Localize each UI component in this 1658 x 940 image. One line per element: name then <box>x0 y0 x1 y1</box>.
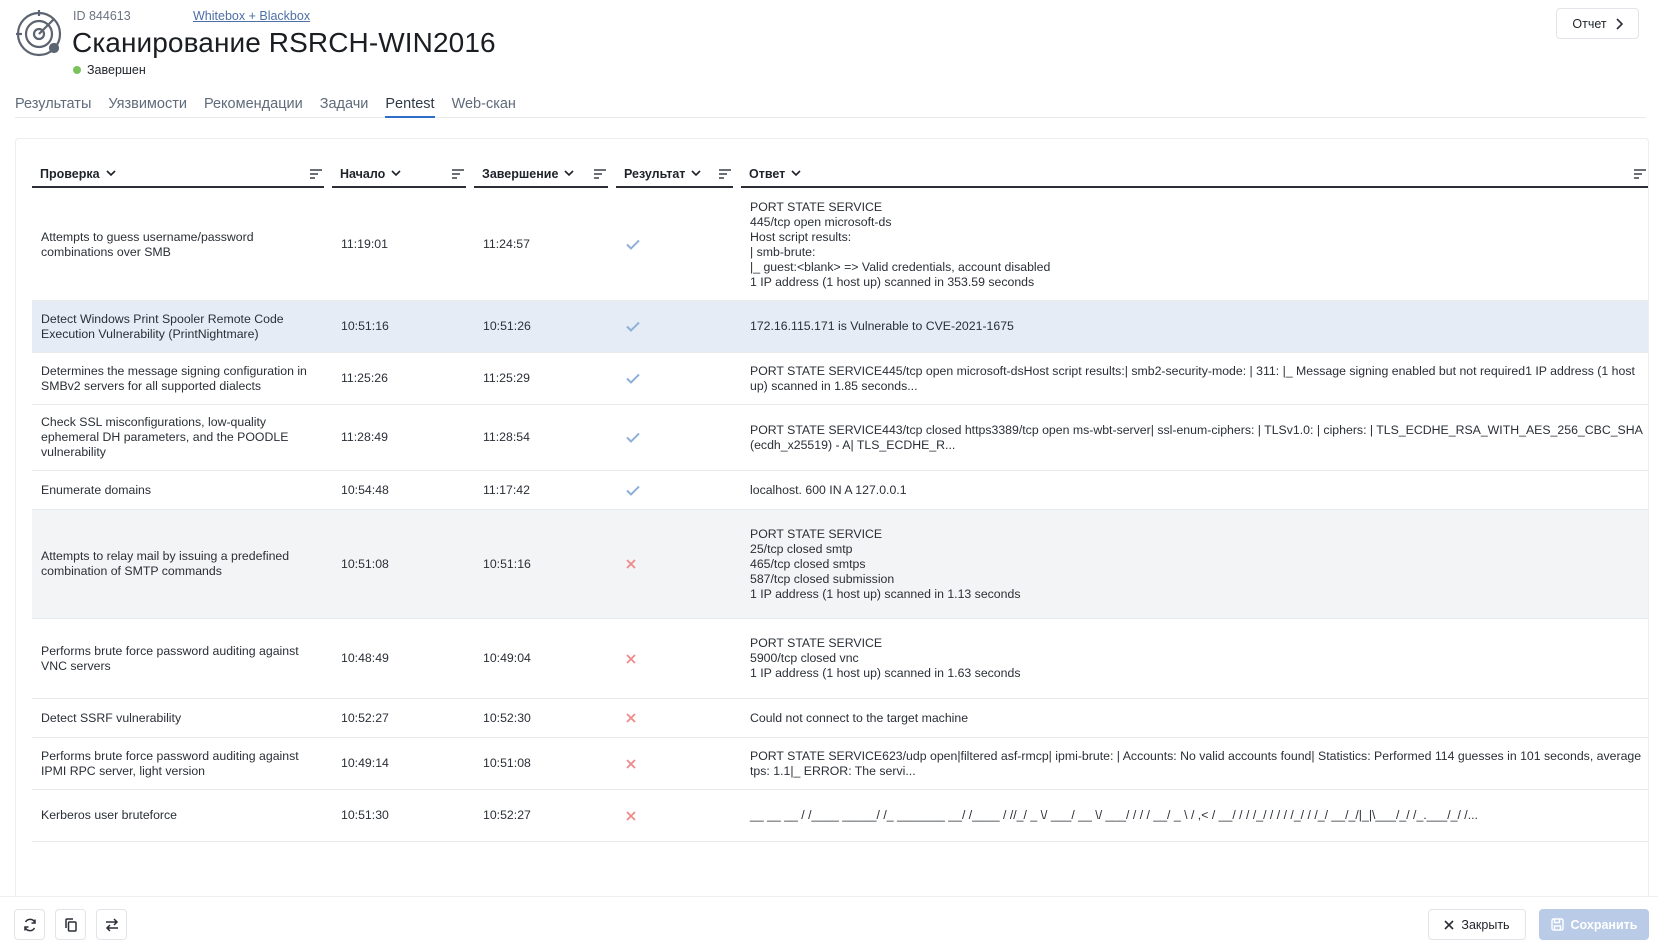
check-cell <box>32 405 324 470</box>
result-cell <box>616 189 733 300</box>
check-cell <box>32 353 324 404</box>
table-row[interactable] <box>32 471 1648 510</box>
check-cell <box>32 699 324 737</box>
column-header-result[interactable] <box>616 161 733 188</box>
end-text: 11:24:57 <box>483 237 530 251</box>
answer-cell <box>741 699 1648 737</box>
check-text: Performs brute force password auditing against IPMI RPC server, light version <box>41 748 299 778</box>
table-row[interactable] <box>32 405 1648 471</box>
result-cell <box>616 301 733 352</box>
answer-text: PORT STATE SERVICE443/tcp closed https3389/tcp open ms-wbt-server| ssl-enum-ciphers: | TLSv1.0: | ciphers: | TLS_ECDHE_RSA_WITH_AES_256_CBC_SHA (ecdh_x25519) - A| TLS_ECDHE_R... <box>750 422 1643 452</box>
report-button-label: Отчет <box>1572 16 1607 31</box>
answer-text: PORT STATE SERVICE445/tcp open microsoft-dsHost script results:| smb2-security-mode: | 311: |_ Message signing enabled but not required1 IP address (1 host up) scanned in 1.85 seconds... <box>750 363 1635 393</box>
check-text: Detect SSRF vulnerability <box>41 710 182 725</box>
check-icon <box>626 485 640 496</box>
scan-type-link[interactable]: Whitebox + Blackbox <box>193 9 311 23</box>
start-text: 10:48:49 <box>341 651 389 665</box>
column-header-check[interactable] <box>32 161 324 188</box>
column-label: Начало <box>340 166 386 181</box>
table-row[interactable] <box>32 301 1648 353</box>
table-row[interactable] <box>32 619 1648 699</box>
start-text: 11:25:26 <box>341 371 388 385</box>
end-cell <box>474 790 608 841</box>
check-cell <box>32 189 324 300</box>
answer-text: Could not connect to the target machine <box>750 710 969 725</box>
close-icon <box>1444 920 1454 930</box>
cross-icon <box>626 713 636 723</box>
start-cell <box>332 405 466 470</box>
end-text: 10:52:27 <box>483 808 531 822</box>
answer-cell <box>741 301 1648 352</box>
close-button-label: Закрыть <box>1461 917 1510 932</box>
table-row[interactable] <box>32 738 1648 790</box>
chevron-down-icon[interactable] <box>691 170 701 177</box>
cross-icon <box>626 654 636 664</box>
answer-cell <box>741 471 1648 509</box>
check-cell <box>32 301 324 352</box>
answer-cell <box>741 189 1648 300</box>
result-cell <box>616 353 733 404</box>
result-cell <box>616 738 733 789</box>
check-text: Determines the message signing configuration in SMBv2 servers for all supported dialects <box>41 363 307 393</box>
start-cell <box>332 353 466 404</box>
answer-text: PORT STATE SERVICE623/udp open|filtered asf-rmcp| ipmi-brute: | Accounts: No valid accounts found| Statistics: Performed 114 guesses in 101 seconds, average tps: 1.1|_ ERROR: The servi... <box>750 748 1642 778</box>
status-label: Завершен <box>87 63 146 77</box>
table-row[interactable] <box>32 353 1648 405</box>
answer-cell <box>741 405 1648 470</box>
check-text: Detect Windows Print Spooler Remote Code Execution Vulnerability (PrintNightmare) <box>41 311 284 341</box>
swap-button[interactable] <box>96 909 127 940</box>
scan-id: ID 844613 <box>73 9 131 23</box>
end-text: 11:25:29 <box>483 371 530 385</box>
answer-text: __ __ __ / /____ _____/ /_ _______ __/ /____ / //_/ _ \/ ___/ __ \/ ___/ / / / __/ _ \ / ,< / __/ / / /_/ / / / /_/ / /_/ __/_/|_|\___/_/ /_.___/_/ /... <box>750 808 1478 822</box>
copy-icon <box>64 918 78 932</box>
end-text: 10:51:16 <box>483 556 531 571</box>
start-text: 11:19:01 <box>341 237 388 251</box>
tab-results[interactable]: Результаты <box>15 96 92 112</box>
check-text: Check SSL misconfigurations, low-quality ephemeral DH parameters, and the POODLE vulnerability <box>41 415 289 459</box>
check-cell <box>32 471 324 509</box>
check-text: Attempts to guess username/password combinations over SMB <box>41 229 254 259</box>
refresh-icon <box>23 918 37 932</box>
result-cell <box>616 699 733 737</box>
check-cell <box>32 619 324 698</box>
answer-cell <box>741 738 1648 789</box>
start-cell <box>332 510 466 618</box>
start-text: 11:28:49 <box>341 430 388 444</box>
pentest-table-panel <box>15 138 1649 896</box>
chevron-down-icon[interactable] <box>106 170 116 177</box>
footer-bar <box>0 896 1658 940</box>
check-text: Attempts to relay mail by issuing a predefined combination of SMTP commands <box>41 549 290 578</box>
cross-icon <box>626 811 636 821</box>
check-cell <box>32 790 324 841</box>
start-cell <box>332 189 466 300</box>
start-cell <box>332 471 466 509</box>
column-header-end[interactable] <box>474 161 608 188</box>
result-cell <box>616 405 733 470</box>
save-icon <box>1551 918 1564 931</box>
tab-bar <box>15 96 1646 118</box>
start-text: 10:51:08 <box>341 556 389 571</box>
chevron-down-icon[interactable] <box>391 170 401 177</box>
cross-icon <box>626 559 636 569</box>
end-text: 11:28:54 <box>483 430 530 444</box>
check-icon <box>626 432 640 443</box>
save-button[interactable] <box>1539 909 1649 940</box>
cross-icon <box>626 759 636 769</box>
start-cell <box>332 738 466 789</box>
column-label: Завершение <box>482 166 559 181</box>
swap-icon <box>105 918 119 932</box>
answer-text: localhost. 600 IN A 127.0.0.1 <box>750 482 907 497</box>
tab-web-scan[interactable]: Web-скан <box>451 96 516 112</box>
page-title: Сканирование RSRCH-WIN2016 <box>72 27 496 58</box>
end-cell <box>474 301 608 352</box>
end-text: 11:17:42 <box>483 482 530 497</box>
result-cell <box>616 471 733 509</box>
end-cell <box>474 510 608 618</box>
result-cell <box>616 510 733 618</box>
check-text: Kerberos user bruteforce <box>41 808 178 822</box>
start-text: 10:54:48 <box>341 482 389 497</box>
start-text: 10:49:14 <box>341 756 389 770</box>
answer-cell <box>741 353 1648 404</box>
column-header-start[interactable] <box>332 161 466 188</box>
start-cell <box>332 790 466 841</box>
chevron-down-icon[interactable] <box>791 170 801 177</box>
table-row[interactable] <box>32 699 1648 738</box>
check-icon <box>626 239 640 250</box>
answer-text: PORT STATE SERVICE 5900/tcp closed vnc 1 IP address (1 host up) scanned in 1.63 seconds <box>750 636 1021 680</box>
answer-cell <box>741 510 1648 618</box>
filter-lines-icon[interactable] <box>452 169 464 179</box>
start-text: 10:51:16 <box>341 319 389 333</box>
tab-vulnerabilities[interactable]: Уязвимости <box>108 96 187 112</box>
check-icon <box>626 373 640 384</box>
end-cell <box>474 405 608 470</box>
save-button-label: Сохранить <box>1570 917 1638 932</box>
table-row[interactable] <box>32 510 1648 619</box>
check-text: Enumerate domains <box>41 482 152 497</box>
start-cell <box>332 619 466 698</box>
end-text: 10:49:04 <box>483 651 531 665</box>
refresh-button[interactable] <box>14 909 45 940</box>
report-button[interactable] <box>1556 8 1639 39</box>
status-dot <box>73 66 81 74</box>
end-cell <box>474 189 608 300</box>
check-icon <box>626 321 640 332</box>
radar-logo-icon <box>14 8 66 60</box>
result-cell <box>616 619 733 698</box>
filter-lines-icon[interactable] <box>1634 169 1646 179</box>
end-text: 10:51:08 <box>483 756 531 770</box>
column-label: Проверка <box>40 166 100 181</box>
end-cell <box>474 471 608 509</box>
end-cell <box>474 699 608 737</box>
end-cell <box>474 738 608 789</box>
close-button[interactable] <box>1428 909 1526 940</box>
answer-cell <box>741 790 1648 841</box>
copy-button[interactable] <box>55 909 86 940</box>
chevron-right-icon <box>1615 18 1623 30</box>
end-cell <box>474 619 608 698</box>
check-cell <box>32 510 324 618</box>
answer-text: 172.16.115.171 is Vulnerable to CVE-2021-1675 <box>750 319 1014 333</box>
check-cell <box>32 738 324 789</box>
table-header <box>32 161 1648 188</box>
table-row[interactable] <box>32 189 1648 301</box>
end-text: 10:52:30 <box>483 710 531 725</box>
start-cell <box>332 699 466 737</box>
tab-recommendations[interactable]: Рекомендации <box>203 96 303 112</box>
column-header-answer[interactable] <box>741 161 1648 188</box>
start-cell <box>332 301 466 352</box>
chevron-down-icon[interactable] <box>564 170 574 177</box>
answer-text: PORT STATE SERVICE 445/tcp open microsoft-ds Host script results: | smb-brute: |_ guest:<blank> => Valid credentials, account disabled 1 IP address (1 host up) scanned in 353.59 seconds <box>750 199 1051 289</box>
column-label: Ответ <box>749 166 786 181</box>
end-cell <box>474 353 608 404</box>
filter-lines-icon[interactable] <box>310 169 322 179</box>
check-text: Performs brute force password auditing against VNC servers <box>41 643 299 673</box>
tab-tasks[interactable]: Задачи <box>319 96 369 112</box>
start-text: 10:51:30 <box>341 808 389 822</box>
answer-text: PORT STATE SERVICE 25/tcp closed smtp 465/tcp closed smtps 587/tcp closed submission 1 IP address (1 host up) scanned in 1.13 seconds <box>750 526 1021 601</box>
answer-cell <box>741 619 1648 698</box>
column-label: Результат <box>624 166 686 181</box>
end-text: 10:51:26 <box>483 319 531 333</box>
result-cell <box>616 790 733 841</box>
status-badge <box>73 63 146 77</box>
table-row[interactable] <box>32 790 1648 842</box>
filter-lines-icon[interactable] <box>719 169 731 179</box>
tab-pentest[interactable]: Pentest <box>385 96 434 118</box>
filter-lines-icon[interactable] <box>594 169 606 179</box>
start-text: 10:52:27 <box>341 710 389 725</box>
